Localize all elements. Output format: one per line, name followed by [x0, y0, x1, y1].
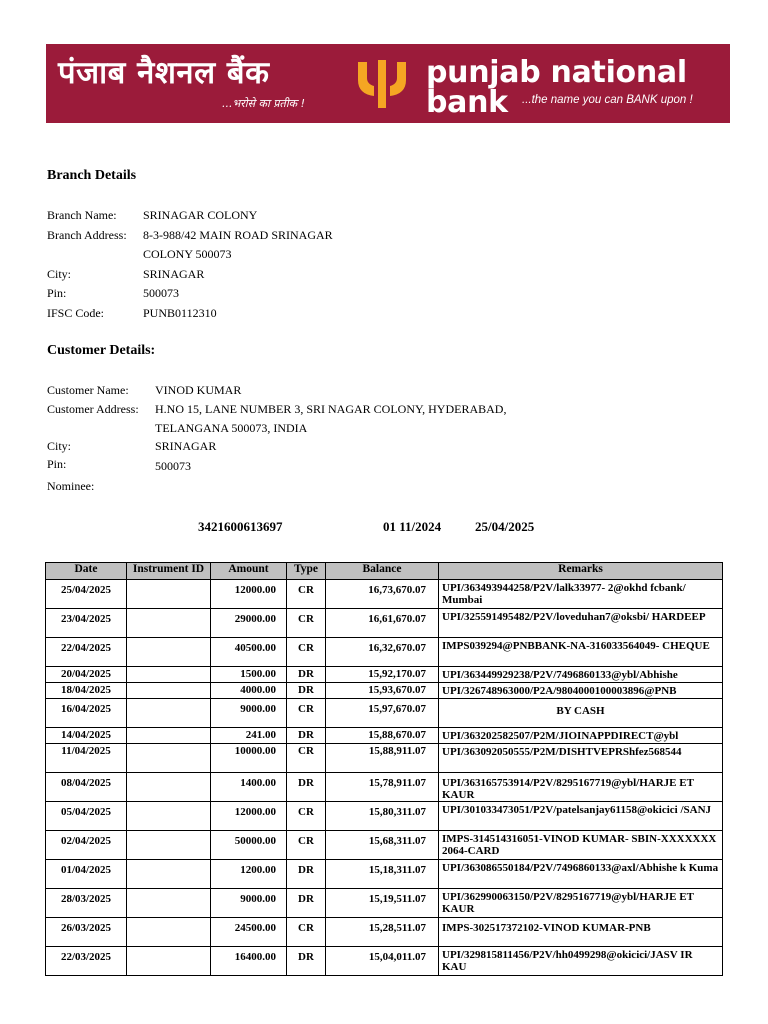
table-row: [46, 580, 723, 609]
cell-instrument: [127, 728, 211, 744]
statement-from-date: 01 11/2024: [383, 519, 442, 534]
customer-pin-label: Pin:: [47, 457, 67, 471]
cell-date: 23/04/2025: [46, 609, 127, 638]
cell-instrument: [127, 744, 211, 773]
cell-type: DR: [287, 667, 326, 683]
branch-ifsc-label: IFSC Code:: [47, 306, 105, 320]
cell-type: DR: [287, 947, 326, 976]
bank-tagline-hindi: ...भरोसे का प्रतीक !: [222, 97, 306, 110]
cell-instrument: [127, 860, 211, 889]
cell-remarks: UPI/362990063150/P2V/8295167719@ybl/HARJE ET KAUR: [439, 889, 723, 918]
table-row: [46, 609, 723, 638]
cell-remarks: UPI/363202582507/P2M/JIOINAPPDIRECT@ybl: [439, 728, 723, 744]
cell-instrument: [127, 683, 211, 699]
cell-balance: 15,18,311.07: [326, 860, 439, 889]
cell-instrument: [127, 609, 211, 638]
cell-remarks: UPI/363092050555/P2M/DISHTVEPRShfez568544: [439, 744, 723, 773]
cell-amount: 12000.00: [211, 580, 287, 609]
cell-remarks: UPI/363165753914/P2V/8295167719@ybl/HARJE ET KAUR: [439, 773, 723, 802]
cell-amount: 1500.00: [211, 667, 287, 683]
header-date: Date: [46, 563, 127, 580]
table-row: [46, 638, 723, 667]
cell-balance: 15,28,511.07: [326, 918, 439, 947]
cell-type: CR: [287, 918, 326, 947]
cell-amount: 16400.00: [211, 947, 287, 976]
table-row: [46, 947, 723, 976]
cell-date: 22/03/2025: [46, 947, 127, 976]
table-row: [46, 728, 723, 744]
cell-balance: 15,19,511.07: [326, 889, 439, 918]
cell-balance: 15,93,670.07: [326, 683, 439, 699]
cell-amount: 40500.00: [211, 638, 287, 667]
branch-details-title: Branch Details: [47, 168, 137, 183]
cell-date: 16/04/2025: [46, 699, 127, 728]
cell-type: CR: [287, 580, 326, 609]
bank-name-english: punjab national bank: [426, 55, 687, 120]
cell-balance: 15,80,311.07: [326, 802, 439, 831]
customer-city-label: City:: [47, 439, 72, 453]
cell-remarks: UPI/363086550184/P2V/7496860133@axl/Abhishe k Kuma: [439, 860, 723, 889]
header-instrument-id: Instrument ID: [127, 563, 211, 580]
cell-type: CR: [287, 699, 326, 728]
cell-type: CR: [287, 638, 326, 667]
header-balance: Balance: [326, 563, 439, 580]
cell-date: 02/04/2025: [46, 831, 127, 860]
customer-name-label: Customer Name:: [47, 383, 129, 397]
cell-balance: 16,61,670.07: [326, 609, 439, 638]
cell-remarks: BY CASH: [439, 699, 723, 728]
cell-remarks: UPI/329815811456/P2V/hh0499298@okicici/JASV IR KAU: [439, 947, 723, 976]
table-row: [46, 667, 723, 683]
cell-date: 28/03/2025: [46, 889, 127, 918]
bank-tagline-english: ...the name you can BANK upon !: [522, 94, 693, 106]
cell-amount: 24500.00: [211, 918, 287, 947]
branch-pin-value: 500073: [143, 286, 179, 300]
customer-pin-value: 500073: [155, 459, 191, 473]
cell-balance: 15,97,670.07: [326, 699, 439, 728]
bank-name-hindi: पंजाब नैशनल बैंक: [58, 55, 270, 91]
table-row: [46, 860, 723, 889]
branch-pin-label: Pin:: [47, 286, 67, 300]
cell-balance: 15,92,170.07: [326, 667, 439, 683]
cell-date: 25/04/2025: [46, 580, 127, 609]
header-remarks: Remarks: [439, 563, 723, 580]
cell-amount: 4000.00: [211, 683, 287, 699]
branch-address-line2: COLONY 500073: [143, 247, 232, 261]
table-row: [46, 918, 723, 947]
cell-date: 08/04/2025: [46, 773, 127, 802]
cell-balance: 16,32,670.07: [326, 638, 439, 667]
table-row: [46, 889, 723, 918]
branch-city-label: City:: [47, 267, 72, 281]
branch-address-line1: 8-3-988/42 MAIN ROAD SRINAGAR: [143, 228, 333, 242]
table-header-row: [46, 563, 723, 580]
cell-balance: 16,73,670.07: [326, 580, 439, 609]
cell-instrument: [127, 580, 211, 609]
table-row: [46, 744, 723, 773]
cell-instrument: [127, 638, 211, 667]
cell-amount: 29000.00: [211, 609, 287, 638]
cell-date: 22/04/2025: [46, 638, 127, 667]
cell-type: DR: [287, 728, 326, 744]
cell-date: 11/04/2025: [46, 744, 127, 773]
table-row: [46, 699, 723, 728]
customer-address-label: Customer Address:: [47, 402, 139, 416]
bank-header-banner: [46, 44, 730, 123]
customer-city-value: SRINAGAR: [155, 439, 217, 453]
cell-instrument: [127, 831, 211, 860]
cell-amount: 1400.00: [211, 773, 287, 802]
customer-name-value: VINOD KUMAR: [155, 383, 242, 397]
header-type: Type: [287, 563, 326, 580]
cell-type: DR: [287, 773, 326, 802]
cell-type: CR: [287, 831, 326, 860]
cell-date: 14/04/2025: [46, 728, 127, 744]
cell-remarks: UPI/301033473051/P2V/patelsanjay61158@okicici /SANJ: [439, 802, 723, 831]
cell-type: CR: [287, 609, 326, 638]
customer-address-line1: H.NO 15, LANE NUMBER 3, SRI NAGAR COLONY, HYDERABAD,: [155, 402, 507, 416]
cell-instrument: [127, 773, 211, 802]
cell-remarks: UPI/325591495482/P2V/loveduhan7@oksbi/ HARDEEP: [439, 609, 723, 638]
cell-amount: 9000.00: [211, 699, 287, 728]
cell-instrument: [127, 918, 211, 947]
cell-remarks: UPI/363493944258/P2V/lalk33977- 2@okhd fcbank/ Mumbai: [439, 580, 723, 609]
cell-balance: 15,88,911.07: [326, 744, 439, 773]
cell-type: DR: [287, 889, 326, 918]
cell-type: CR: [287, 744, 326, 773]
branch-name-label: Branch Name:: [47, 208, 117, 222]
account-number: 3421600613697: [198, 519, 283, 534]
customer-address-line2: TELANGANA 500073, INDIA: [155, 421, 308, 435]
cell-amount: 9000.00: [211, 889, 287, 918]
branch-name-value: SRINAGAR COLONY: [143, 208, 258, 222]
statement-to-date: 25/04/2025: [475, 519, 535, 534]
cell-type: DR: [287, 860, 326, 889]
cell-amount: 241.00: [211, 728, 287, 744]
cell-date: 05/04/2025: [46, 802, 127, 831]
cell-instrument: [127, 699, 211, 728]
table-row: [46, 831, 723, 860]
cell-amount: 12000.00: [211, 802, 287, 831]
table-row: [46, 773, 723, 802]
header-amount: Amount: [211, 563, 287, 580]
cell-remarks: UPI/326748963000/P2A/9804000100003896@PNB: [439, 683, 723, 699]
cell-instrument: [127, 667, 211, 683]
cell-balance: 15,78,911.07: [326, 773, 439, 802]
cell-balance: 15,68,311.07: [326, 831, 439, 860]
cell-remarks: IMPS039294@PNBBANK-NA-316033564049- CHEQUE: [439, 638, 723, 667]
branch-ifsc-value: PUNB0112310: [143, 306, 217, 320]
cell-type: CR: [287, 802, 326, 831]
cell-instrument: [127, 802, 211, 831]
cell-remarks: IMPS-314514316051-VINOD KUMAR- SBIN-XXXXXXX 2064-CARD: [439, 831, 723, 860]
cell-date: 18/04/2025: [46, 683, 127, 699]
cell-date: 20/04/2025: [46, 667, 127, 683]
cell-remarks: UPI/363449929238/P2V/7496860133@ybl/Abhishe: [439, 667, 723, 683]
nominee-label: Nominee:: [47, 479, 95, 493]
cell-amount: 50000.00: [211, 831, 287, 860]
branch-address-label: Branch Address:: [47, 228, 127, 242]
cell-instrument: [127, 889, 211, 918]
pnb-logo-icon: [352, 56, 412, 112]
cell-balance: 15,88,670.07: [326, 728, 439, 744]
branch-city-value: SRINAGAR: [143, 267, 205, 281]
cell-balance: 15,04,011.07: [326, 947, 439, 976]
cell-date: 26/03/2025: [46, 918, 127, 947]
cell-amount: 10000.00: [211, 744, 287, 773]
cell-remarks: IMPS-302517372102-VINOD KUMAR-PNB: [439, 918, 723, 947]
transactions-table: [45, 562, 723, 976]
cell-instrument: [127, 947, 211, 976]
cell-type: DR: [287, 683, 326, 699]
table-row: [46, 802, 723, 831]
cell-amount: 1200.00: [211, 860, 287, 889]
table-row: [46, 683, 723, 699]
customer-details-title: Customer Details:: [47, 343, 156, 358]
cell-date: 01/04/2025: [46, 860, 127, 889]
